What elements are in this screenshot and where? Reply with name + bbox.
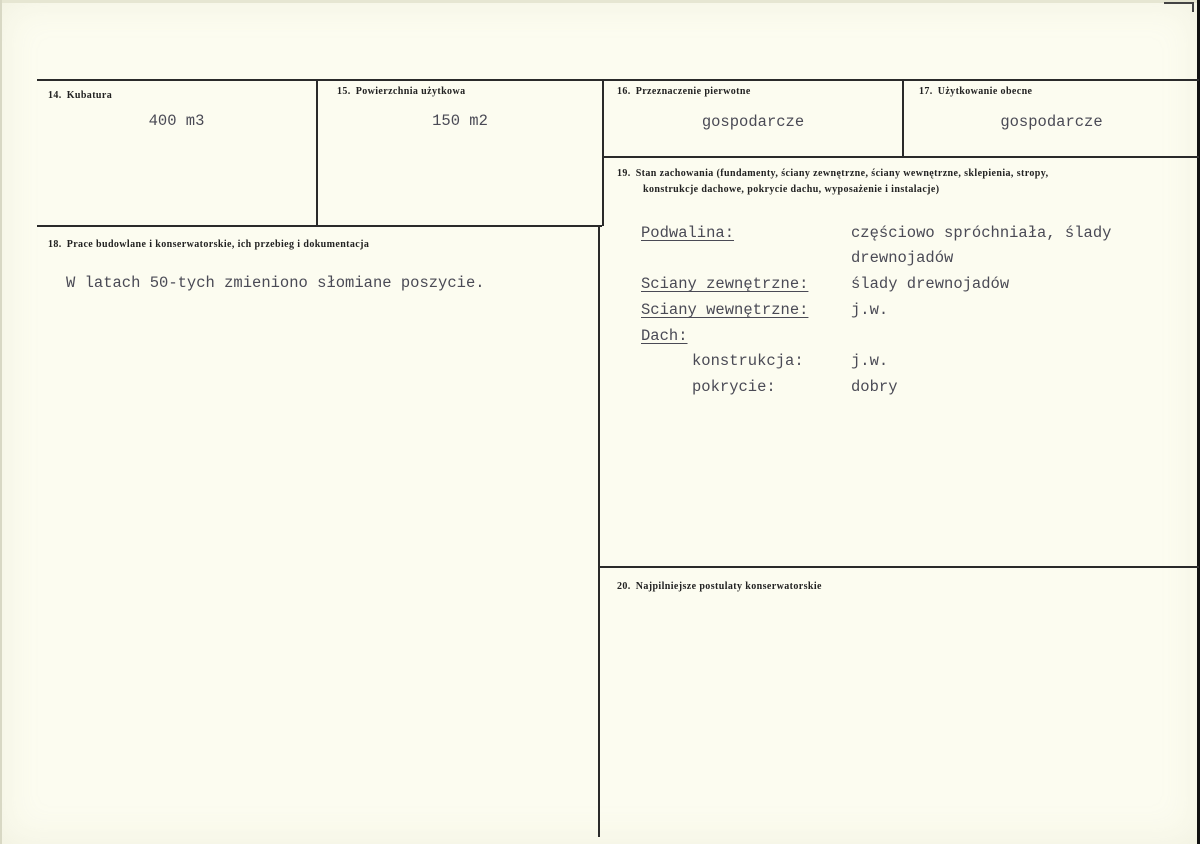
field-20-title: Najpilniejsze postulaty konserwatorskie [635,581,822,592]
field-15-number: 15. [337,86,351,97]
field-19-title-line1: Stan zachowania (fundamenty, ściany zewnętrzne, ściany wewnętrzne, sklepienia, stropy, [635,168,1049,179]
field-16-label [617,84,751,100]
field-14-title: Kubatura [66,90,113,101]
condition-value-podwalina: częściowo spróchniała, ślady [851,224,1112,242]
field-15-title: Powierzchnia użytkowa [355,86,466,97]
condition-value-pokrycie: dobry [851,378,898,396]
grid-line-v-14-15 [316,79,318,226]
condition-value-sciany-zewnetrzne: ślady drewnojadów [851,275,1010,293]
condition-value-konstrukcja: j.w. [851,352,889,370]
condition-key-sciany-zewnetrzne: Sciany zewnętrzne: [641,275,809,293]
condition-value-sciany-wewnetrzne: j.w. [851,301,889,319]
field-17-title: Użytkowanie obecne [937,86,1033,97]
grid-line-v-15-16 [602,79,604,226]
field-20-label [617,579,822,595]
field-19-title-line2: konstrukcje dachowe, pokrycie dachu, wyposażenie i instalacje) [643,184,940,195]
condition-key-sciany-wewnetrzne: Sciany wewnętrzne: [641,301,809,319]
condition-key-podwalina: Podwalina: [641,224,735,242]
field-18-label [48,237,369,253]
field-17-value: gospodarcze [1000,113,1103,131]
condition-key-pokrycie: pokrycie: [692,378,776,396]
condition-key-konstrukcja: konstrukcja: [692,352,804,370]
field-17-number: 17. [919,86,933,97]
field-18-number: 18. [48,239,62,250]
grid-line-under-16-17 [602,156,1199,158]
field-19-number: 19. [617,168,631,179]
paper-edge-top [0,0,1200,3]
field-15-label [337,84,465,100]
field-14-number: 14. [48,90,62,101]
field-18-value: W latach 50-tych zmieniono słomiane poszycie. [66,274,485,292]
field-16-value: gospodarcze [701,113,805,131]
grid-line-under-14-15 [37,225,602,227]
condition-value-podwalina-cont: drewnojadów [851,249,954,267]
grid-line-top [37,79,1199,81]
paper-edge-left [0,0,2,844]
field-16-number: 16. [617,86,631,97]
field-15-value: 150 m2 [432,112,488,130]
condition-key-dach: Dach: [641,327,688,345]
grid-line-under-19 [598,566,1199,568]
field-14-label [48,88,112,104]
field-18-title: Prace budowlane i konserwatorskie, ich przebieg i dokumentacja [66,239,370,250]
grid-line-v-left-right [598,225,600,837]
corner-mark [1164,2,1194,12]
field-20-number: 20. [617,581,631,592]
field-16-title: Przeznaczenie pierwotne [635,86,751,97]
field-19-label [617,166,1049,182]
field-14-value: 400 m3 [148,112,205,130]
field-17-label [919,84,1032,100]
